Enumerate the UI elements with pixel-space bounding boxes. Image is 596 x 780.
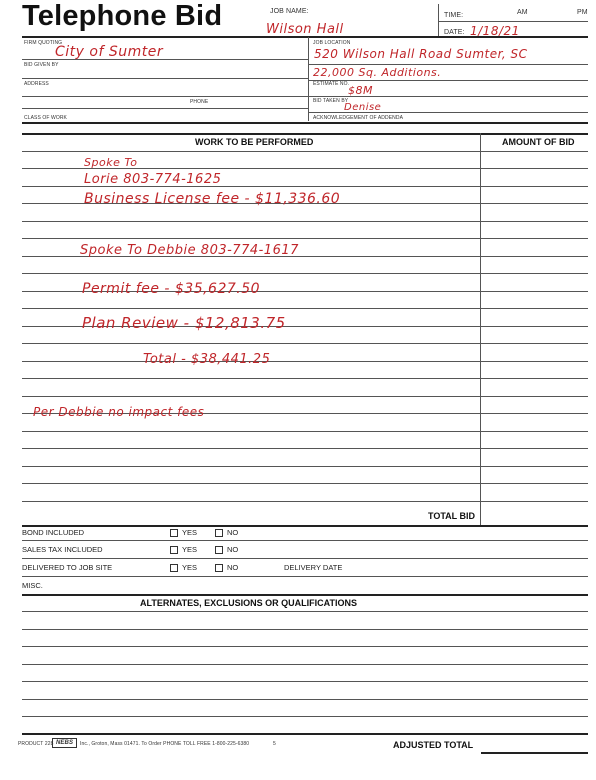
work-rule-line	[22, 361, 588, 362]
work-line-7: Total - $38,441.25	[143, 352, 271, 367]
bond-no-option[interactable]: NO	[215, 528, 238, 537]
work-rule-line	[22, 431, 588, 432]
alternates-header: ALTERNATES, EXCLUSIONS OR QUALIFICATIONS	[140, 598, 358, 608]
total-bid-label: TOTAL BID	[428, 511, 475, 521]
alternates-rule-line	[22, 716, 588, 717]
alternates-rule-line	[22, 664, 588, 665]
firm-quoting-value: City of Sumter	[55, 44, 164, 60]
delivered-yes-option[interactable]: YES	[170, 563, 197, 572]
time-label: TIME:	[444, 12, 464, 19]
adjusted-total-label: ADJUSTED TOTAL	[393, 740, 474, 750]
work-rule-line	[22, 466, 588, 467]
delivered-no-option[interactable]: NO	[215, 563, 238, 572]
sales-tax-yes-checkbox[interactable]	[170, 546, 178, 554]
footer-brand-logo: NEBS	[52, 738, 77, 748]
sales-tax-label: SALES TAX INCLUDED	[22, 545, 103, 554]
work-rule-line	[22, 343, 588, 344]
sales-tax-no-option[interactable]: NO	[215, 545, 238, 554]
alternates-rule-line	[22, 646, 588, 647]
work-rule-line	[22, 238, 588, 239]
am-label: AM	[517, 9, 528, 16]
misc-label: MISC.	[22, 581, 43, 590]
work-rule-line	[22, 308, 588, 309]
work-rule-line	[22, 448, 588, 449]
work-header: WORK TO BE PERFORMED	[195, 137, 314, 147]
alternates-rule-line	[22, 629, 588, 630]
bond-yes-checkbox[interactable]	[170, 529, 178, 537]
delivered-yes-checkbox[interactable]	[170, 564, 178, 572]
bid-taken-by-label: BID TAKEN BY	[313, 98, 349, 104]
delivered-no-checkbox[interactable]	[215, 564, 223, 572]
alternates-rule-line	[22, 699, 588, 700]
delivered-label: DELIVERED TO JOB SITE	[22, 563, 113, 572]
bond-yes-option[interactable]: YES	[170, 528, 197, 537]
bond-included-label: BOND INCLUDED	[22, 528, 85, 537]
ack-addenda-label: ACKNOWLEDGEMENT OF ADDENDA	[313, 115, 404, 121]
work-rule-line	[22, 396, 588, 397]
work-line-2: Lorie 803-774-1625	[84, 172, 222, 187]
date-label: DATE:	[444, 29, 465, 36]
work-line-3: Business License fee - $11,336.60	[84, 191, 341, 207]
estimate-value: $8M	[348, 84, 373, 97]
work-rule-line	[22, 483, 588, 484]
pm-label: PM	[577, 9, 588, 16]
footer-company: Inc., Groton, Mass 01471. To Order PHONE TOLL FREE 1-800-225-6380	[80, 741, 250, 747]
form-title: Telephone Bid	[22, 0, 223, 32]
work-rule-line	[22, 273, 588, 274]
alternates-rule-line	[22, 611, 588, 612]
footer-product: PRODUCT 228	[18, 741, 54, 747]
job-name-label: JOB NAME:	[270, 8, 309, 15]
delivery-date-label: DELIVERY DATE	[284, 563, 343, 572]
bid-given-by-label: BID GIVEN BY	[24, 62, 59, 68]
date-value: 1/18/21	[470, 24, 520, 38]
job-location-label: JOB LOCATION	[313, 40, 351, 46]
sales-tax-yes-option[interactable]: YES	[170, 545, 197, 554]
bid-taken-by-value: Denise	[344, 102, 382, 113]
estimate-no-label: ESTIMATE NO.	[313, 81, 350, 87]
work-line-5: Permit fee - $35,627.50	[82, 281, 261, 297]
work-line-1: Spoke To	[84, 156, 138, 169]
work-line-8: Per Debbie no impact fees	[33, 405, 205, 419]
work-rule-line	[22, 221, 588, 222]
job-name-value: Wilson Hall	[266, 22, 344, 37]
footer-page-mark: 5	[273, 741, 276, 747]
address-label: ADDRESS	[24, 81, 49, 87]
sales-tax-no-checkbox[interactable]	[215, 546, 223, 554]
work-line-6: Plan Review - $12,813.75	[82, 314, 286, 332]
work-line-4: Spoke To Debbie 803-774-1617	[80, 243, 299, 258]
phone-label: PHONE	[190, 99, 209, 105]
amount-header: AMOUNT OF BID	[502, 137, 575, 147]
job-location-line-1: 520 Wilson Hall Road Sumter, SC	[314, 47, 528, 61]
class-of-work-label: CLASS OF WORK	[24, 115, 67, 121]
firm-quoting-label: FIRM QUOTING	[24, 40, 63, 46]
work-rule-line	[22, 378, 588, 379]
work-rule-line	[22, 501, 588, 502]
job-location-line-2: 22,000 Sq. Additions.	[313, 66, 442, 79]
bond-no-checkbox[interactable]	[215, 529, 223, 537]
alternates-rule-line	[22, 681, 588, 682]
